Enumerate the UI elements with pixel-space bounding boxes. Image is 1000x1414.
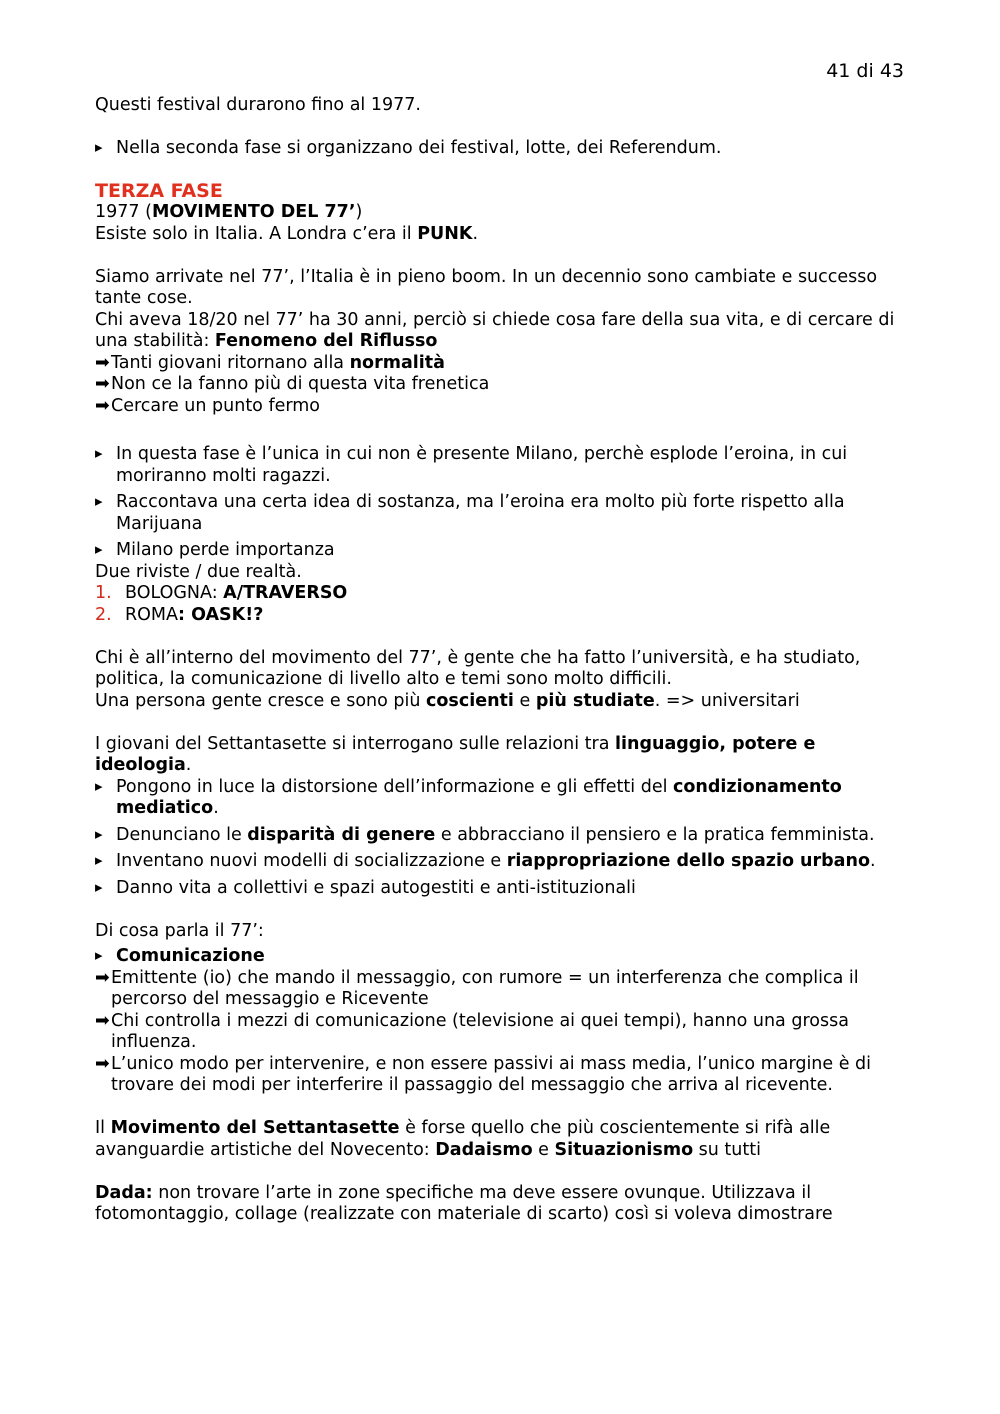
arrow-item-emittente: ➡ Emittente (io) che mando il messaggio, con rumore = un interferenza che complica il percorso del messaggio e Ricevente [95,967,859,1009]
paragraph-universita: Chi è all’interno del movimento del 77’, è gente che ha fatto l’università, e ha studiato, politica, la comunicazione di livello alto e temi sono molto difficili. [95,647,861,689]
page-number: 41 di 43 [826,60,904,82]
arrow-icon: ➡ [95,1010,110,1031]
arrow-icon: ➡ [95,1053,110,1074]
bullet-genere: ▸ Denunciano le disparità di genere e abbracciano il pensiero e la pratica femminista. [95,825,907,847]
paragraph-cresce: Una persona gente cresce e sono più coscienti e più studiate. => universitari [95,690,800,711]
section-heading: TERZA FASE [95,179,223,202]
paragraph-giovani: I giovani del Settantasette si interrogano sulle relazioni tra linguaggio, potere e ideologia. [95,733,816,775]
arrow-icon: ➡ [95,967,110,988]
page-content [95,95,907,1226]
bullet-seconda-fase: ▸ Nella seconda fase si organizzano dei festival, lotte, dei Referendum. [95,138,907,160]
line-italia: Esiste solo in Italia. A Londra c’era il PUNK. [95,223,479,244]
paragraph-movimento: Il Movimento del Settantasette è forse quello che più coscientemente si rifà alle avanguardie artistiche del Novecento: Dadaismo e Situazionismo su tutti [95,1118,831,1160]
bullet-collettivi: ▸ Danno vita a collettivi e spazi autogestiti e anti-istituzionali [95,878,907,900]
bullet-milano-eroina: ▸ In questa fase è l’unica in cui non è presente Milano, perchè esplode l’eroina, in cui moriranno molti ragazzi. [95,444,907,487]
paragraph-riviste: Due riviste / due realtà. [95,561,302,582]
arrow-item-normalita: ➡ Tanti giovani ritornano alla normalità [95,352,445,373]
line-year: 1977 (MOVIMENTO DEL 77’) [95,202,363,222]
paragraph-riflusso: Chi aveva 18/20 nel 77’ ha 30 anni, perciò si chiede cosa fare della sua vita, e di cercare di una stabilità: Fenomeno del Riflusso [95,309,895,351]
arrow-item-mezzi: ➡ Chi controlla i mezzi di comunicazione (televisione ai quei tempi), hanno una grossa influenza. [95,1010,849,1052]
arrow-icon: ➡ [95,352,110,373]
bullet-condizionamento: ▸ Pongono in luce la distorsione dell’informazione e gli effetti del condizionamento mediatico. [95,777,907,820]
bullet-socializzazione: ▸ Inventano nuovi modelli di socializzazione e riappropriazione dello spazio urbano. [95,851,907,873]
bullet-comunicazione: ▸ Comunicazione [95,946,907,968]
paragraph-dada: Dada: non trovare l’arte in zone specifiche ma deve essere ovunque. Utilizzava il fotomontaggio, collage (realizzate con materiale di scarto) così si voleva dimostrare [95,1182,833,1224]
arrow-item-punto-fermo: ➡ Cercare un punto fermo [95,395,321,416]
paragraph-di-cosa: Di cosa parla il 77’: [95,920,264,941]
arrow-item-intervenire: ➡ L’unico modo per intervenire, e non essere passivi ai mass media, l’unico margine è di trovare dei modi per interferire il passaggio del messaggio che arriva al ricevente. [95,1053,872,1095]
numbered-item-roma: 2. ROMA: OASK!? [95,604,264,625]
arrow-item-frenetica: ➡ Non ce la fanno più di questa vita frenetica [95,374,490,394]
bullet-milano-importanza: ▸ Milano perde importanza [95,540,907,562]
paragraph-festival: Questi festival durarono fino al 1977. [95,95,421,115]
numbered-item-bologna: 1. BOLOGNA: A/TRAVERSO [95,583,348,603]
paragraph-boom: Siamo arrivate nel 77’, l’Italia è in pieno boom. In un decennio sono cambiate e successo tante cose. [95,266,878,308]
arrow-icon: ➡ [95,395,110,416]
bullet-sostanza: ▸ Raccontava una certa idea di sostanza, ma l’eroina era molto più forte rispetto alla Marijuana [95,492,907,535]
arrow-icon: ➡ [95,374,110,394]
